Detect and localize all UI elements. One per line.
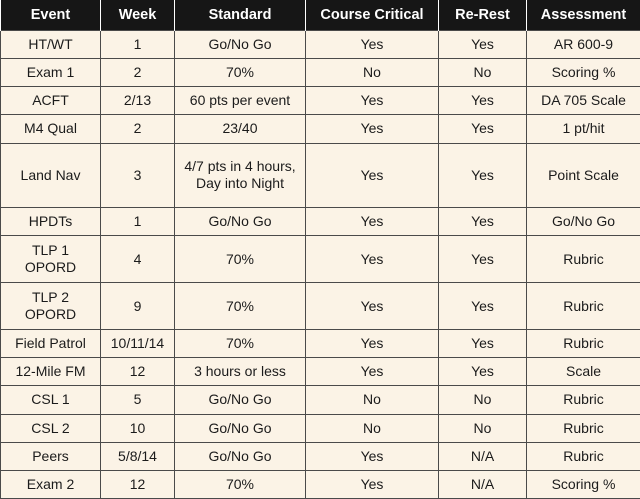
cell-assessment: Scoring % <box>527 59 640 87</box>
cell-assessment: 1 pt/hit <box>527 115 640 143</box>
cell-week: 12 <box>101 470 175 498</box>
table-row <box>1 208 640 236</box>
table-row <box>1 143 640 208</box>
cell-assessment: Rubric <box>527 442 640 470</box>
table-row <box>1 283 640 330</box>
cell-event: Exam 1 <box>1 59 101 87</box>
cell-re-rest: Yes <box>439 330 527 358</box>
cell-course-critical: Yes <box>306 87 439 115</box>
table-row <box>1 115 640 143</box>
cell-assessment: AR 600-9 <box>527 31 640 59</box>
table-row <box>1 470 640 498</box>
cell-course-critical: Yes <box>306 358 439 386</box>
table-row <box>1 31 640 59</box>
cell-standard: 4/7 pts in 4 hours, Day into Night <box>175 143 306 208</box>
cell-course-critical: Yes <box>306 470 439 498</box>
cell-assessment: Rubric <box>527 236 640 283</box>
cell-event: Peers <box>1 442 101 470</box>
cell-event: Exam 2 <box>1 470 101 498</box>
cell-event: TLP 2 OPORD <box>1 283 101 330</box>
cell-re-rest: No <box>439 59 527 87</box>
cell-week: 1 <box>101 31 175 59</box>
cell-standard: 3 hours or less <box>175 358 306 386</box>
cell-week: 10 <box>101 414 175 442</box>
cell-week: 2 <box>101 59 175 87</box>
cell-standard: Go/No Go <box>175 442 306 470</box>
header-week: Week <box>101 0 175 31</box>
cell-event: Land Nav <box>1 143 101 208</box>
cell-re-rest: Yes <box>439 208 527 236</box>
cell-week: 12 <box>101 358 175 386</box>
table-row <box>1 87 640 115</box>
header-row <box>1 0 640 31</box>
cell-course-critical: Yes <box>306 442 439 470</box>
cell-assessment: Scale <box>527 358 640 386</box>
cell-course-critical: Yes <box>306 236 439 283</box>
cell-standard: 60 pts per event <box>175 87 306 115</box>
cell-re-rest: No <box>439 386 527 414</box>
header-assessment: Assessment <box>527 0 640 31</box>
cell-course-critical: No <box>306 414 439 442</box>
cell-event: HPDTs <box>1 208 101 236</box>
cell-course-critical: Yes <box>306 115 439 143</box>
cell-standard: Go/No Go <box>175 414 306 442</box>
cell-re-rest: Yes <box>439 358 527 386</box>
cell-standard: 23/40 <box>175 115 306 143</box>
cell-course-critical: Yes <box>306 143 439 208</box>
cell-week: 5 <box>101 386 175 414</box>
cell-re-rest: N/A <box>439 442 527 470</box>
cell-week: 2/13 <box>101 87 175 115</box>
cell-re-rest: Yes <box>439 115 527 143</box>
cell-assessment: DA 705 Scale <box>527 87 640 115</box>
table-row <box>1 59 640 87</box>
cell-week: 10/11/14 <box>101 330 175 358</box>
header-course-critical: Course Critical <box>306 0 439 31</box>
table-row <box>1 442 640 470</box>
cell-course-critical: Yes <box>306 31 439 59</box>
cell-event: M4 Qual <box>1 115 101 143</box>
cell-standard: 70% <box>175 283 306 330</box>
cell-assessment: Scoring % <box>527 470 640 498</box>
cell-course-critical: Yes <box>306 330 439 358</box>
cell-week: 4 <box>101 236 175 283</box>
cell-standard: 70% <box>175 330 306 358</box>
cell-week: 3 <box>101 143 175 208</box>
cell-standard: Go/No Go <box>175 31 306 59</box>
cell-week: 2 <box>101 115 175 143</box>
cell-event: 12-Mile FM <box>1 358 101 386</box>
cell-assessment: Rubric <box>527 283 640 330</box>
header-standard: Standard <box>175 0 306 31</box>
cell-assessment: Rubric <box>527 386 640 414</box>
cell-week: 1 <box>101 208 175 236</box>
cell-standard: 70% <box>175 470 306 498</box>
cell-standard: Go/No Go <box>175 386 306 414</box>
cell-course-critical: Yes <box>306 283 439 330</box>
cell-event: CSL 2 <box>1 414 101 442</box>
cell-re-rest: Yes <box>439 87 527 115</box>
table-row <box>1 386 640 414</box>
cell-assessment: Rubric <box>527 414 640 442</box>
cell-week: 5/8/14 <box>101 442 175 470</box>
cell-re-rest: N/A <box>439 470 527 498</box>
cell-assessment: Point Scale <box>527 143 640 208</box>
table-row <box>1 236 640 283</box>
cell-re-rest: Yes <box>439 143 527 208</box>
cell-week: 9 <box>101 283 175 330</box>
cell-event: ACFT <box>1 87 101 115</box>
cell-re-rest: Yes <box>439 283 527 330</box>
cell-event: CSL 1 <box>1 386 101 414</box>
cell-assessment: Go/No Go <box>527 208 640 236</box>
cell-standard: Go/No Go <box>175 208 306 236</box>
cell-course-critical: No <box>306 59 439 87</box>
cell-event: Field Patrol <box>1 330 101 358</box>
cell-standard: 70% <box>175 59 306 87</box>
cell-course-critical: No <box>306 386 439 414</box>
cell-standard: 70% <box>175 236 306 283</box>
table-row <box>1 330 640 358</box>
table-row <box>1 358 640 386</box>
cell-re-rest: No <box>439 414 527 442</box>
cell-event: TLP 1 OPORD <box>1 236 101 283</box>
table-row <box>1 414 640 442</box>
header-re-rest: Re-Rest <box>439 0 527 31</box>
cell-event: HT/WT <box>1 31 101 59</box>
header-event: Event <box>1 0 101 31</box>
cell-assessment: Rubric <box>527 330 640 358</box>
cell-course-critical: Yes <box>306 208 439 236</box>
cell-re-rest: Yes <box>439 236 527 283</box>
cell-re-rest: Yes <box>439 31 527 59</box>
